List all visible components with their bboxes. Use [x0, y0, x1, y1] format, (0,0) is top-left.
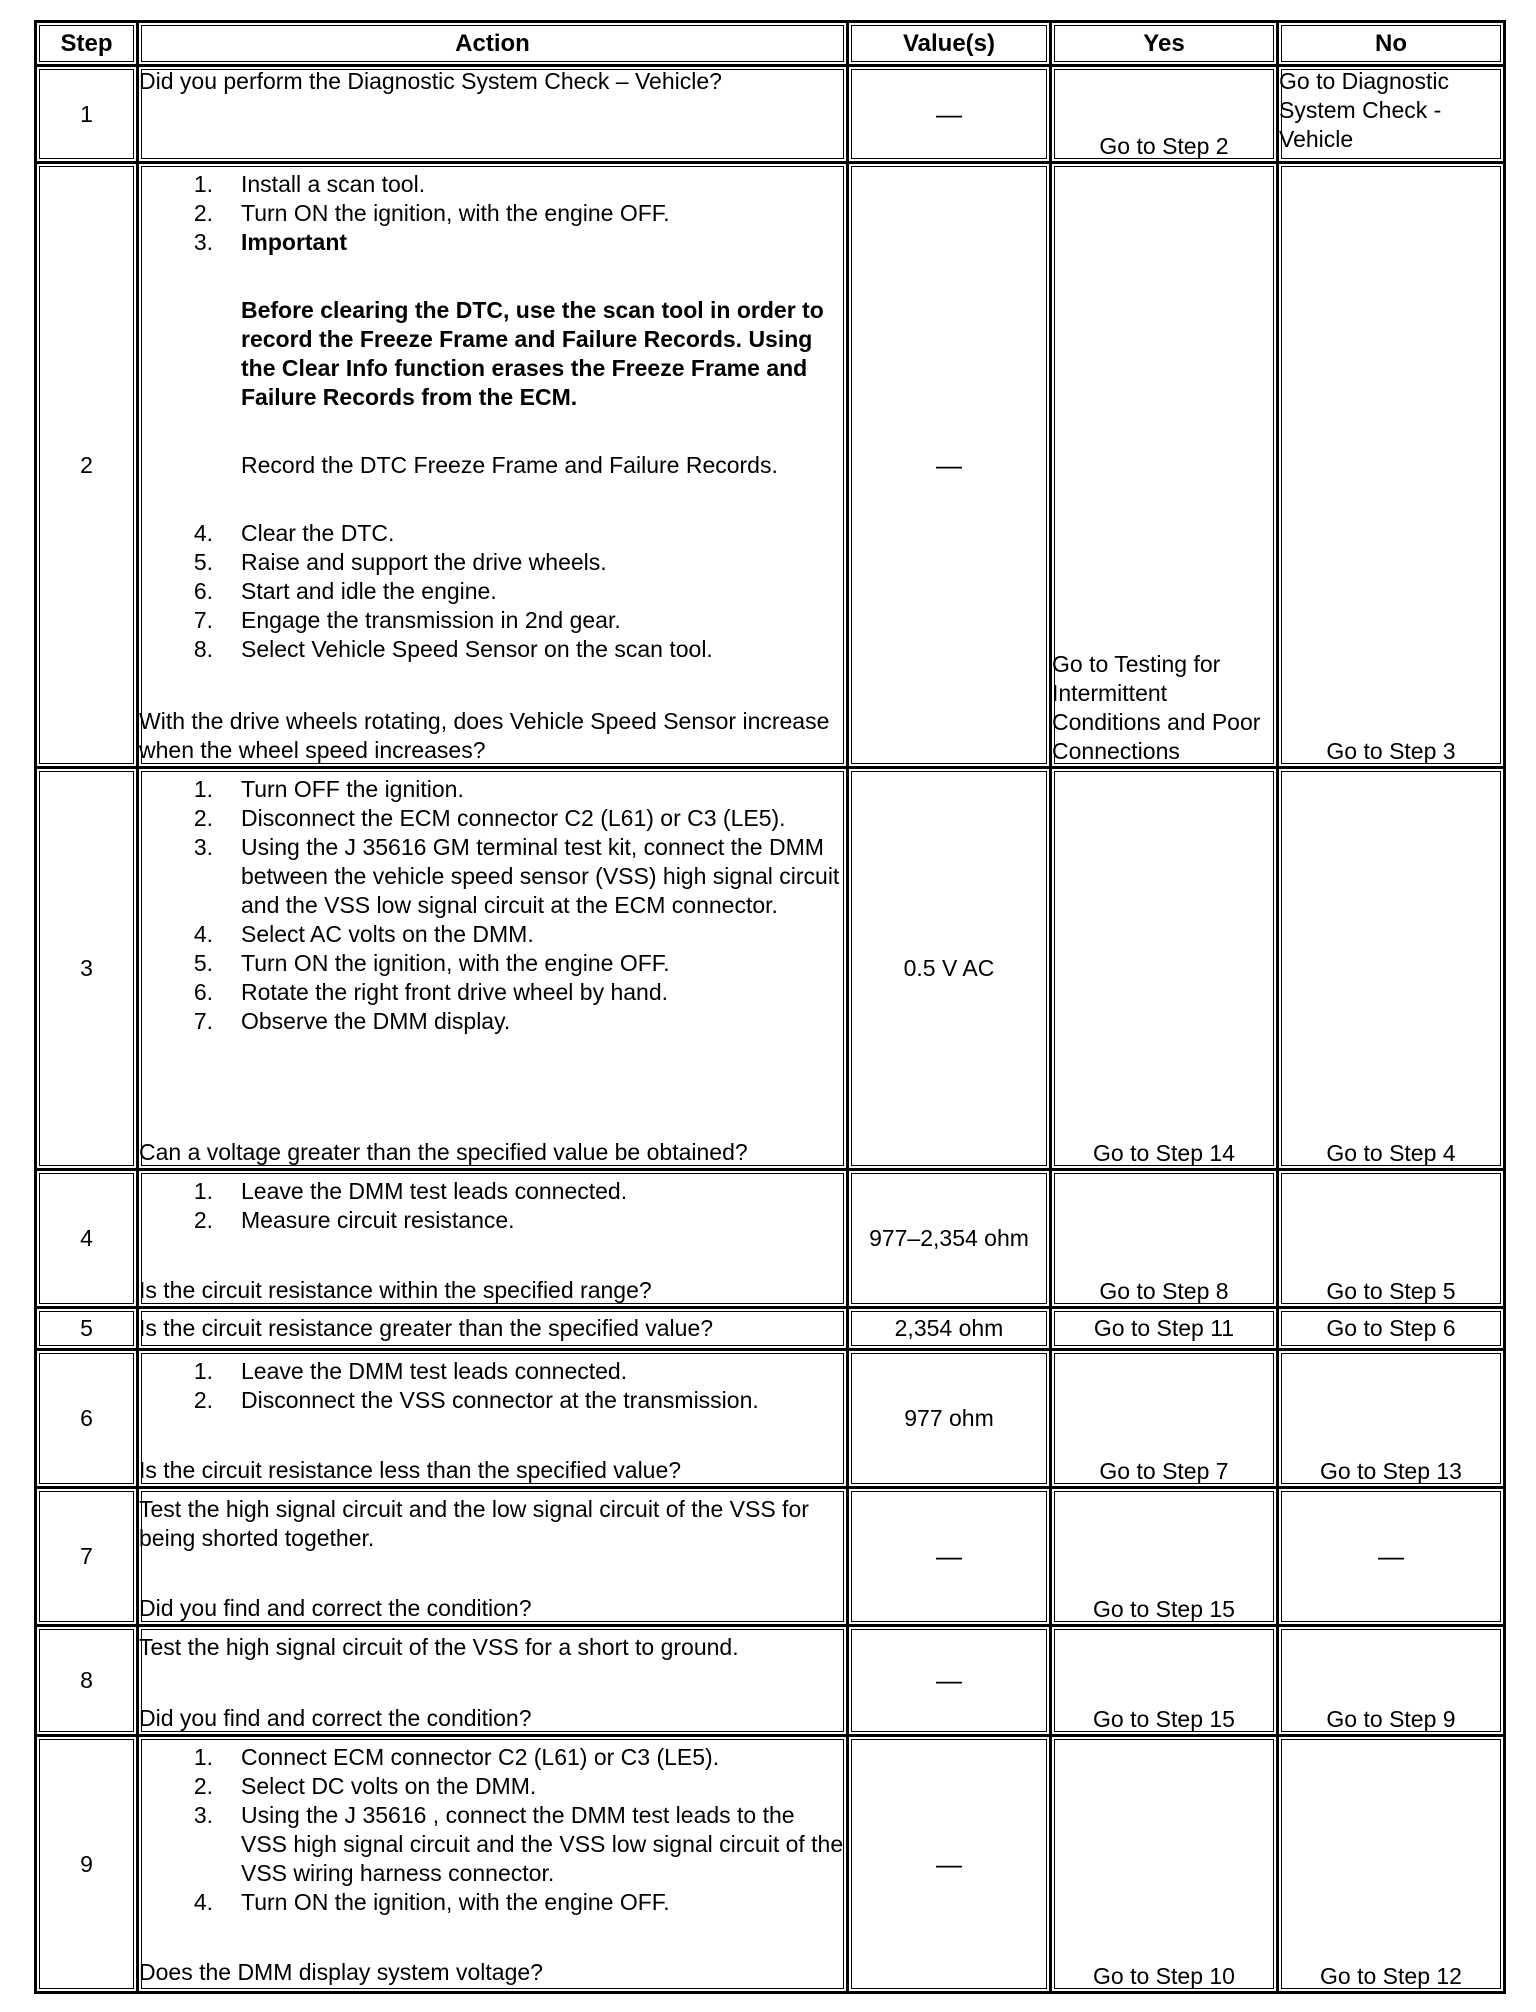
list-item: 4. Clear the DTC.: [193, 520, 395, 546]
value-cell: —: [849, 67, 1052, 164]
list-item: 6. Start and idle the engine.: [193, 578, 497, 604]
action-cell: [139, 1351, 849, 1489]
action-question: Is the circuit resistance less than the specified value?: [139, 1457, 682, 1483]
value-cell: 977–2,354 ohm: [849, 1171, 1052, 1309]
list-item: 3. Important: [193, 229, 348, 255]
action-steps: [139, 1177, 846, 1235]
header-yes: Yes: [1052, 23, 1279, 67]
yes-cell: Go to Step 15: [1052, 1627, 1279, 1737]
action-question: Can a voltage greater than the specified value be obtained?: [139, 1139, 748, 1165]
step-number: 8: [37, 1627, 139, 1737]
header-no: No: [1279, 23, 1503, 67]
list-item: 3. Using the J 35616 , connect the DMM test leads to the VSS high signal circuit and the VSS low signal circuit of the VSS wiring harness connector.: [193, 1802, 844, 1886]
action-cell: [139, 1171, 849, 1309]
action-question: Did you find and correct the condition?: [139, 1595, 532, 1621]
step-number: 7: [37, 1489, 139, 1627]
table-row: [37, 769, 1503, 1171]
list-item: 1. Install a scan tool.: [193, 171, 426, 197]
table-row: [37, 1351, 1503, 1489]
step-number: 9: [37, 1737, 139, 1991]
value-cell: —: [849, 164, 1052, 769]
action-intro: Test the high signal circuit and the low signal circuit of the VSS for being shorted together.: [139, 1496, 809, 1551]
action-question: Is the circuit resistance greater than the specified value?: [139, 1315, 714, 1341]
no-cell: Go to Diagnostic System Check - Vehicle: [1279, 67, 1503, 164]
action-cell: [139, 769, 849, 1171]
no-cell: —: [1279, 1489, 1503, 1627]
no-cell: Go to Step 9: [1279, 1627, 1503, 1737]
table-row: [37, 1309, 1503, 1351]
list-item: 2. Measure circuit resistance.: [193, 1207, 515, 1233]
yes-cell: Go to Step 11: [1052, 1309, 1279, 1351]
value-cell: 0.5 V AC: [849, 769, 1052, 1171]
action-steps: [139, 170, 846, 257]
value-cell: 2,354 ohm: [849, 1309, 1052, 1351]
list-item: 1. Leave the DMM test leads connected.: [193, 1178, 628, 1204]
list-item: 1. Connect ECM connector C2 (L61) or C3 (LE5).: [193, 1744, 720, 1770]
diagnostic-table: [34, 20, 1506, 1994]
list-item: 5. Turn ON the ignition, with the engine OFF.: [193, 950, 670, 976]
list-item: 1. Leave the DMM test leads connected.: [193, 1358, 628, 1384]
step-number: 2: [37, 164, 139, 769]
no-cell: Go to Step 3: [1279, 164, 1503, 769]
list-item: 2. Disconnect the ECM connector C2 (L61) or C3 (LE5).: [193, 805, 786, 831]
yes-cell: Go to Testing for Intermittent Conditions and Poor Connections: [1052, 164, 1279, 769]
yes-cell: Go to Step 14: [1052, 769, 1279, 1171]
list-item: 8. Select Vehicle Speed Sensor on the scan tool.: [193, 636, 713, 662]
action-intro: Test the high signal circuit of the VSS for a short to ground.: [139, 1634, 739, 1660]
header-action: Action: [139, 23, 849, 67]
step-number: 1: [37, 67, 139, 164]
header-values: Value(s): [849, 23, 1052, 67]
table-row: [37, 1627, 1503, 1737]
step-number: 4: [37, 1171, 139, 1309]
table-row: [37, 67, 1503, 164]
action-cell: [139, 164, 849, 769]
action-question: Does the DMM display system voltage?: [139, 1959, 543, 1985]
list-item: 2. Disconnect the VSS connector at the transmission.: [193, 1387, 759, 1413]
yes-cell: Go to Step 7: [1052, 1351, 1279, 1489]
action-steps: [139, 1743, 846, 1917]
table-row: [37, 1737, 1503, 1991]
list-item: 3. Using the J 35616 GM terminal test kit, connect the DMM between the vehicle speed sensor (VSS) high signal circuit and the VSS low signal circuit at the ECM connector.: [193, 834, 840, 918]
table-row: [37, 1171, 1503, 1309]
no-cell: Go to Step 6: [1279, 1309, 1503, 1351]
action-question: Is the circuit resistance within the specified range?: [139, 1277, 652, 1303]
action-cell: [139, 67, 849, 164]
record-note: Record the DTC Freeze Frame and Failure Records.: [241, 452, 778, 478]
yes-cell: Go to Step 15: [1052, 1489, 1279, 1627]
action-question: Did you find and correct the condition?: [139, 1705, 532, 1731]
value-cell: —: [849, 1737, 1052, 1991]
step-number: 6: [37, 1351, 139, 1489]
list-item: 4. Select AC volts on the DMM.: [193, 921, 534, 947]
no-cell: Go to Step 4: [1279, 769, 1503, 1171]
action-steps: [139, 775, 846, 1036]
action-cell: [139, 1627, 849, 1737]
list-item: 4. Turn ON the ignition, with the engine OFF.: [193, 1889, 670, 1915]
list-item: 7. Observe the DMM display.: [193, 1008, 511, 1034]
no-cell: Go to Step 12: [1279, 1737, 1503, 1991]
table-row: [37, 1489, 1503, 1627]
action-question: With the drive wheels rotating, does Vehicle Speed Sensor increase when the wheel speed increases?: [139, 708, 830, 763]
list-item: 2. Select DC volts on the DMM.: [193, 1773, 537, 1799]
table-row: [37, 164, 1503, 769]
action-steps: [139, 519, 846, 664]
action-cell: [139, 1737, 849, 1991]
action-question: Did you perform the Diagnostic System Check – Vehicle?: [139, 68, 722, 94]
no-cell: Go to Step 5: [1279, 1171, 1503, 1309]
list-item: 6. Rotate the right front drive wheel by hand.: [193, 979, 669, 1005]
list-item: 2. Turn ON the ignition, with the engine OFF.: [193, 200, 670, 226]
header-step: Step: [37, 23, 139, 67]
action-cell: [139, 1309, 849, 1351]
list-item: 5. Raise and support the drive wheels.: [193, 549, 607, 575]
yes-cell: Go to Step 8: [1052, 1171, 1279, 1309]
step-number: 5: [37, 1309, 139, 1351]
value-cell: 977 ohm: [849, 1351, 1052, 1489]
no-cell: Go to Step 13: [1279, 1351, 1503, 1489]
value-cell: —: [849, 1489, 1052, 1627]
action-cell: [139, 1489, 849, 1627]
header-row: [37, 23, 1503, 67]
yes-cell: Go to Step 10: [1052, 1737, 1279, 1991]
step-number: 3: [37, 769, 139, 1171]
list-item: 1. Turn OFF the ignition.: [193, 776, 464, 802]
important-note: Before clearing the DTC, use the scan tool in order to record the Freeze Frame and Failure Records. Using the Clear Info function erases the Freeze Frame and Failure Records from the ECM.: [241, 297, 824, 410]
yes-cell: Go to Step 2: [1052, 67, 1279, 164]
action-steps: [139, 1357, 846, 1415]
value-cell: —: [849, 1627, 1052, 1737]
list-item: 7. Engage the transmission in 2nd gear.: [193, 607, 621, 633]
